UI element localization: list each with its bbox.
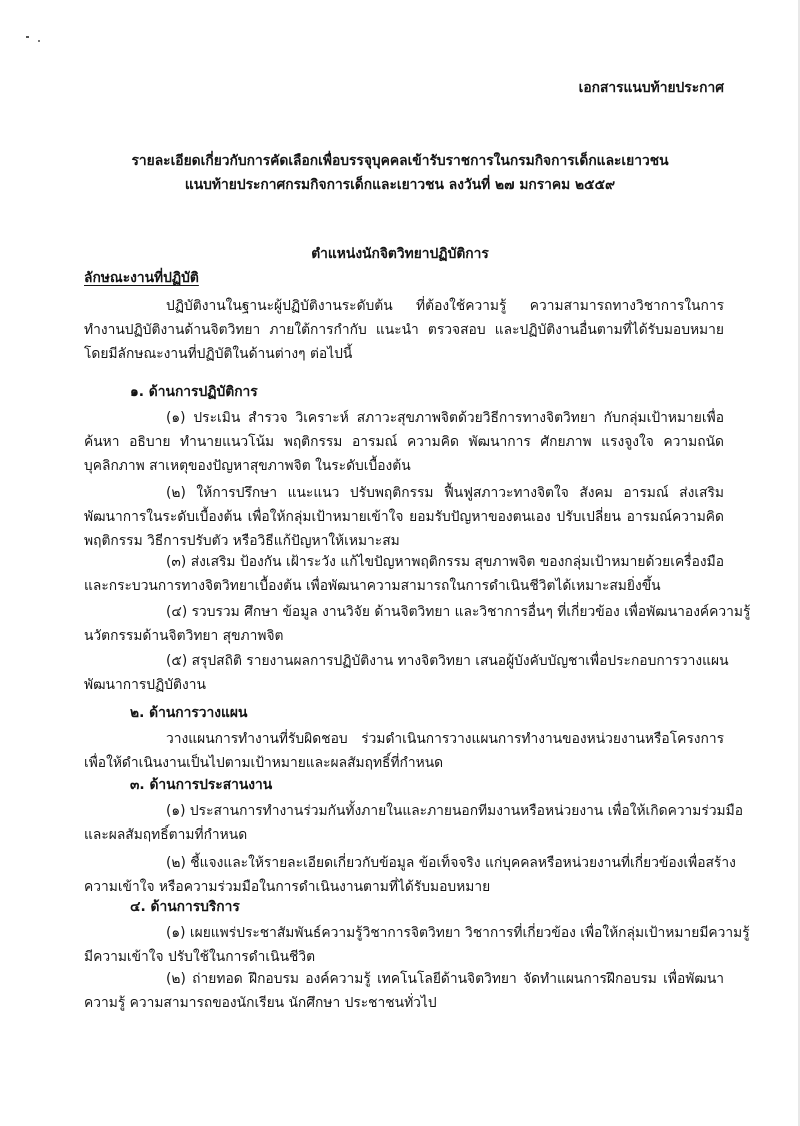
section-item-line: บุคลิกภาพ สาเหตุของปัญหาสุขภาพจิต ในระดับเบื้องต้น bbox=[84, 458, 411, 474]
section-item-line: วางแผนการทำงานที่รับผิดชอบ ร่วมดำเนินการวางแผนการทำงานของหน่วยงานหรือโครงการ bbox=[166, 731, 724, 747]
section-item-line: (๓) ส่งเสริม ป้องกัน เฝ้าระวัง แก้ไขปัญหาพฤติกรรม สุขภาพจิต ของกลุ่มเป้าหมายด้วยเครื่องมือ bbox=[166, 554, 724, 570]
section-item-line: (๑) ประสานการทำงานร่วมกันทั้งภายในและภายนอกทีมงานหรือหน่วยงาน เพื่อให้เกิดความร่วมมือ bbox=[166, 803, 744, 819]
section-item-line: และผลสัมฤทธิ์ตามที่กำหนด bbox=[84, 827, 248, 843]
section-item-line: ค้นหา อธิบาย ทำนายแนวโน้ม พฤติกรรม อารมณ์ ความคิด พัฒนาการ ศักยภาพ แรงจูงใจ ความถนัด bbox=[84, 434, 724, 450]
section-item-line: (๕) สรุปสถิติ รายงานผลการปฏิบัติงาน ทางจิตวิทยา เสนอผู้บังคับบัญชาเพื่อประกอบการวางแผน bbox=[166, 653, 729, 669]
document-title-line2: แนบท้ายประกาศกรมกิจการเด็กและเยาวชน ลงวันที่ ๒๗ มกราคม ๒๕๕๙ bbox=[184, 177, 616, 193]
scan-speck bbox=[38, 40, 40, 42]
section-item-line: (๒) ให้การปรึกษา แนะแนว ปรับพฤติกรรม ฟื้นฟูสภาวะทางจิตใจ สังคม อารมณ์ ส่งเสริม bbox=[166, 485, 724, 501]
section-item-line: ความรู้ ความสามารถของนักเรียน นักศึกษา ประชาชนทั่วไป bbox=[84, 995, 437, 1011]
duties-intro-line: ปฏิบัติงานในฐานะผู้ปฏิบัติงานระดับต้น ที่ต้องใช้ความรู้ ความสามารถทางวิชาการในการ bbox=[166, 298, 724, 314]
duties-intro-line: ทำงานปฏิบัติงานด้านจิตวิทยา ภายใต้การกำกับ แนะนำ ตรวจสอบ และปฏิบัติงานอื่นตามที่ได้รับมอบหมาย bbox=[84, 322, 724, 338]
document-title-line1: รายละเอียดเกี่ยวกับการคัดเลือกเพื่อบรรจุบุคคลเข้ารับราชการในกรมกิจการเด็กและเยาวชน bbox=[131, 153, 669, 169]
section-item-line: และกระบวนการทางจิตวิทยาเบื้องต้น เพื่อพัฒนาความสามารถในการดำเนินชีวิตได้เหมาะสมยิ่งขึ้น bbox=[84, 578, 661, 594]
section-heading: ๔. ด้านการบริการ bbox=[130, 899, 240, 915]
section-item-line: (๒) ชี้แจงและให้รายละเอียดเกี่ยวกับข้อมูล ข้อเท็จจริง แก่บุคคลหรือหน่วยงานที่เกี่ยวข้องเพื่อสร้าง bbox=[166, 855, 736, 871]
position-title: ตำแหน่งนักจิตวิทยาปฏิบัติการ bbox=[311, 246, 489, 262]
section-item-line: เพื่อให้ดำเนินงานเป็นไปตามเป้าหมายและผลสัมฤทธิ์ที่กำหนด bbox=[84, 755, 444, 771]
duties-heading: ลักษณะงานที่ปฏิบัติ bbox=[84, 270, 199, 286]
scan-speck bbox=[26, 36, 29, 38]
duties-intro-line: โดยมีลักษณะงานที่ปฏิบัติในด้านต่างๆ ต่อไปนี้ bbox=[84, 346, 353, 362]
section-item-line: (๒) ถ่ายทอด ฝึกอบรม องค์ความรู้ เทคโนโลยีด้านจิตวิทยา จัดทำแผนการฝึกอบรม เพื่อพัฒนา bbox=[166, 971, 724, 987]
section-item-line: พัฒนาการในระดับเบื้องต้น เพื่อให้กลุ่มเป้าหมายเข้าใจ ยอมรับปัญหาของตนเอง ปรับเปลี่ยน อารมณ์ความคิด bbox=[84, 509, 724, 525]
attachment-label: เอกสารแนบท้ายประกาศ bbox=[578, 80, 724, 96]
section-item-line: ความเข้าใจ หรือความร่วมมือในการดำเนินงานตามที่ได้รับมอบหมาย bbox=[84, 879, 491, 895]
section-item-line: (๑) เผยแพร่ประชาสัมพันธ์ความรู้วิชาการจิตวิทยา วิชาการที่เกี่ยวข้อง เพื่อให้กลุ่มเป้าหมายมีความรู้ bbox=[166, 925, 750, 941]
section-item-line: (๔) รวบรวม ศึกษา ข้อมูล งานวิจัย ด้านจิตวิทยา และวิชาการอื่นๆ ที่เกี่ยวข้อง เพื่อพัฒนาองค์ความรู้ bbox=[166, 604, 751, 620]
section-item-line: (๑) ประเมิน สำรวจ วิเคราะห์ สภาวะสุขภาพจิตด้วยวิธีการทางจิตวิทยา กับกลุ่มเป้าหมายเพื่อ bbox=[166, 410, 724, 426]
section-heading: ๓. ด้านการประสานงาน bbox=[130, 777, 273, 793]
section-item-line: นวัตกรรมด้านจิตวิทยา สุขภาพจิต bbox=[84, 628, 284, 644]
section-heading: ๑. ด้านการปฏิบัติการ bbox=[130, 384, 258, 400]
section-item-line: พัฒนาการปฏิบัติงาน bbox=[84, 677, 206, 693]
section-heading: ๒. ด้านการวางแผน bbox=[130, 705, 248, 721]
section-item-line: พฤติกรรม วิธีการปรับตัว หรือวิธีแก้ปัญหาให้เหมาะสม bbox=[84, 533, 400, 549]
section-item-line: มีความเข้าใจ ปรับใช้ในการดำเนินชีวิต bbox=[84, 949, 316, 965]
